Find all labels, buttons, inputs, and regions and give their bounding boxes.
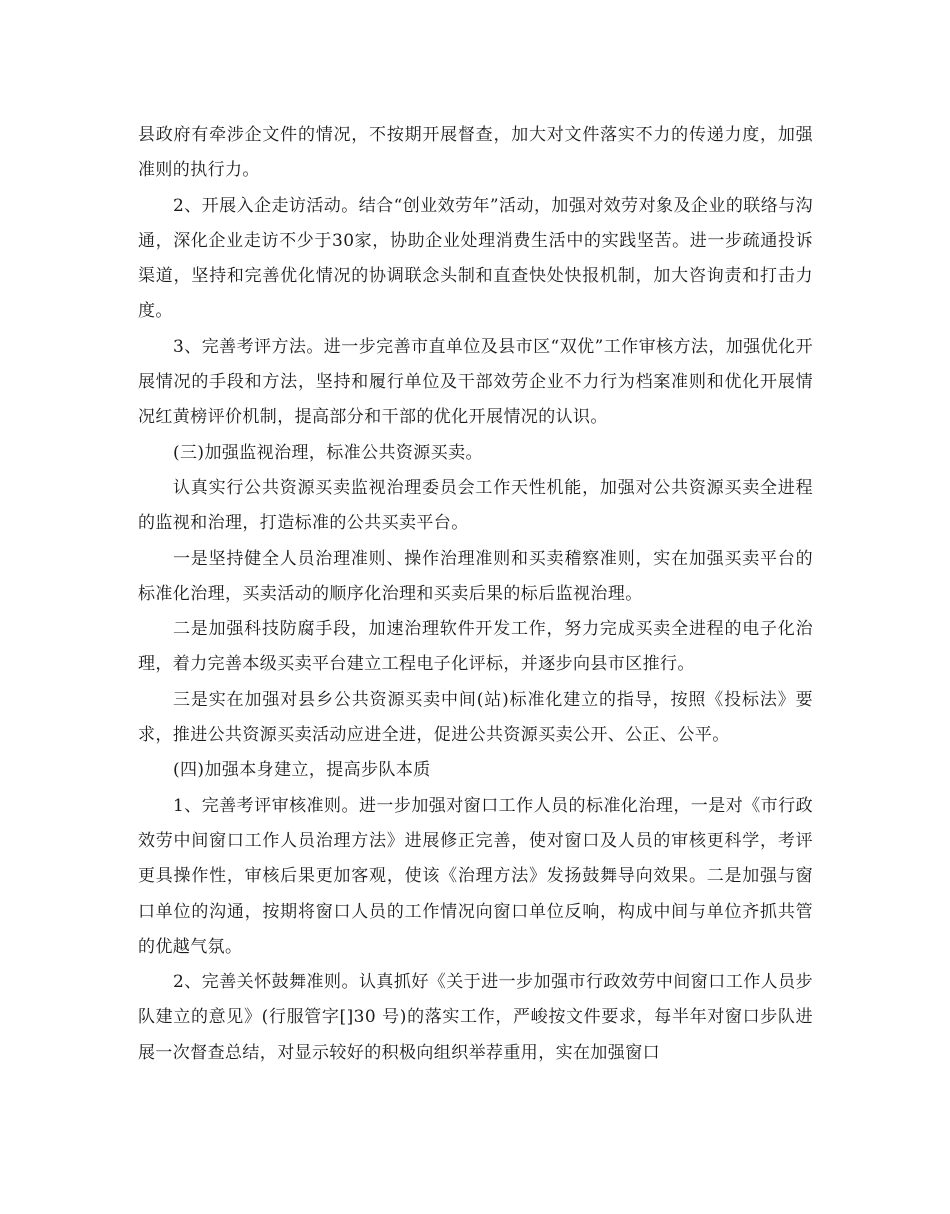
paragraph: 3、完善考评方法。进一步完善市直单位及县市区“双优”工作审核方法，加强优化开展情况的手段和方法，坚持和履行单位及干部效劳企业不力行为档案准则和优化开展情况红黄榜评价机制，提高部分和干部的优化开展情况的认识。 bbox=[138, 336, 813, 428]
paragraph: 一是坚持健全人员治理准则、操作治理准则和买卖稽察准则，实在加强买卖平台的标准化治理，买卖活动的顺序化治理和买卖后果的标后监视治理。 bbox=[138, 548, 813, 604]
paragraph: (四)加强本身建立，提高步队本质 bbox=[173, 760, 431, 781]
paragraph: 1、完善考评审核准则。进一步加强对窗口工作人员的标准化治理，一是对《市行政效劳中间窗口工作人员治理方法》进展修正完善，使对窗口及人员的审核更科学，考评更具操作性，审核后果更加客观，使该《治理方法》发扬鼓舞导向效果。二是加强与窗口单位的沟通，按期将窗口人员的工作情况向窗口单位反响，构成中间与单位齐抓共管的优越气氛。 bbox=[138, 795, 813, 957]
paragraph: 认真实行公共资源买卖监视治理委员会工作天性机能，加强对公共资源买卖全进程的监视和治理，打造标准的公共买卖平台。 bbox=[138, 477, 813, 534]
document-body bbox=[138, 118, 813, 1071]
paragraph: 二是加强科技防腐手段，加速治理软件开发工作，努力完成买卖全进程的电子化治理，着力完善本级买卖平台建立工程电子化评标，并逐步向县市区推行。 bbox=[138, 619, 813, 675]
paragraph: 县政府有牵涉企文件的情况，不按期开展督查，加大对文件落实不力的传递力度，加强准则的执行力。 bbox=[138, 125, 813, 181]
paragraph: (三)加强监视治理，标准公共资源买卖。 bbox=[173, 442, 483, 463]
paragraph: 三是实在加强对县乡公共资源买卖中间(站)标准化建立的指导，按照《投标法》要求，推进公共资源买卖活动应进全进，促进公共资源买卖公开、公正、公平。 bbox=[138, 689, 813, 746]
paragraph: 2、完善关怀鼓舞准则。认真抓好《关于进一步加强市行政效劳中间窗口工作人员步队建立的意见》(行服管字[]30 号)的落实工作，严峻按文件要求，每半年对窗口步队进展一次督查总结，对显示较好的积极向组织举荐重用，实在加强窗口 bbox=[138, 972, 813, 1063]
paragraph: 2、开展入企走访活动。结合“创业效劳年”活动，加强对效劳对象及企业的联络与沟通，深化企业走访不少于30家，协助企业处理消费生活中的实践坚苦。进一步疏通投诉渠道，坚持和完善优化情况的协调联念头制和直查快处快报机制，加大咨询责和打击力度。 bbox=[138, 195, 813, 322]
